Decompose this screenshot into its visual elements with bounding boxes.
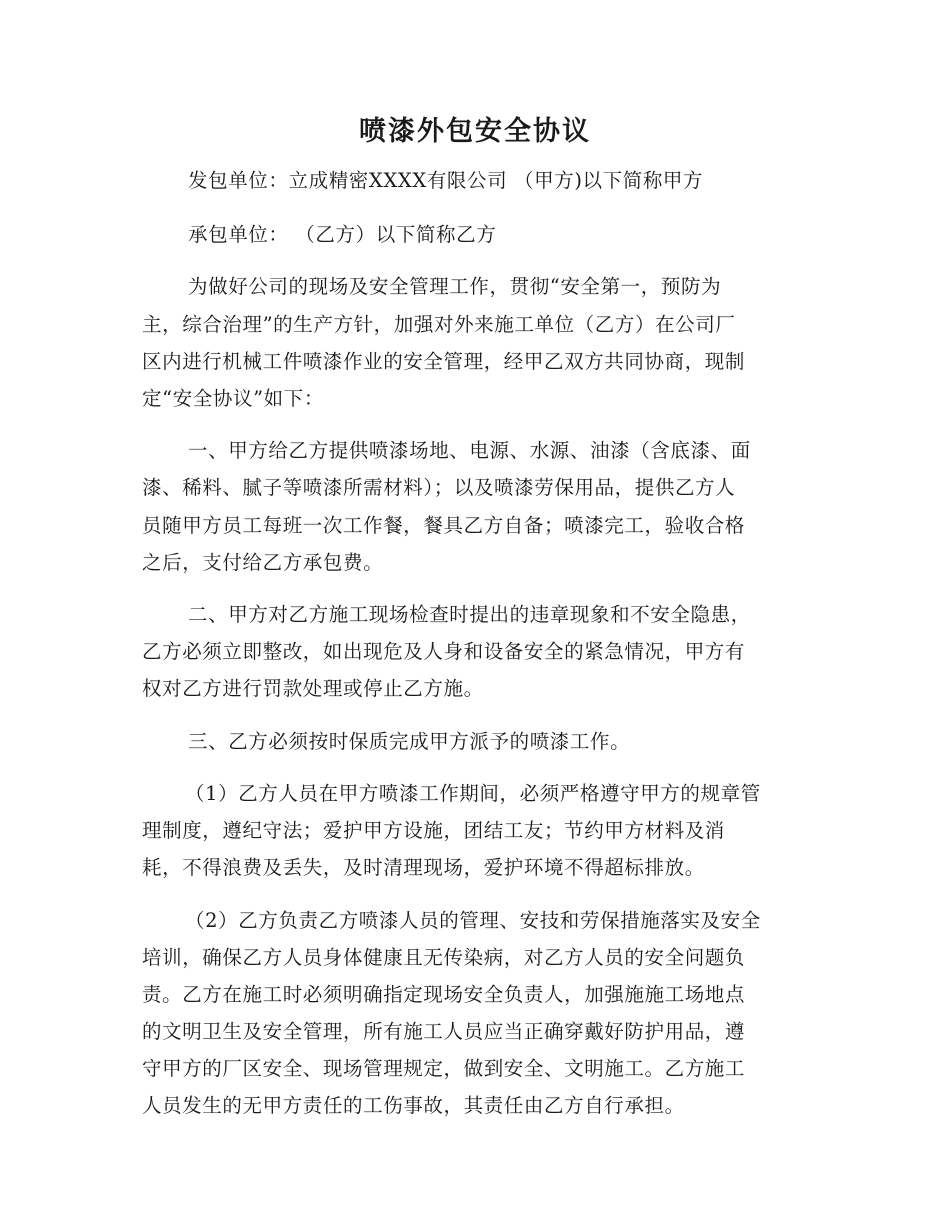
contractor-party-b-line: 承包单位： （乙方）以下简称乙方: [188, 223, 497, 246]
clause-3-item-1-line: （1）乙方人员在甲方喷漆工作期间，必须严格遵守甲方的规章管: [185, 782, 761, 805]
clause-2-line: 二、甲方对乙方施工现场检查时提出的违章现象和不安全隐患，: [188, 603, 751, 626]
clause-1-line: 员随甲方员工每班一次工作餐，餐具乙方自备；喷漆完工，验收合格: [142, 514, 746, 537]
intro-paragraph-line: 定“安全协议”如下：: [142, 387, 324, 410]
clause-1-line: 一、甲方给乙方提供喷漆场地、电源、水源、油漆（含底漆、面: [188, 439, 751, 462]
intro-paragraph-line: 为做好公司的现场及安全管理工作，贯彻“安全第一，预防为: [188, 275, 722, 298]
clause-3-line: 三、乙方必须按时保质完成甲方派予的喷漆工作。: [188, 730, 631, 753]
intro-paragraph-line: 区内进行机械工件喷漆作业的安全管理，经甲乙双方共同协商，现制: [142, 350, 746, 373]
clause-1-line: 漆、稀料、腻子等喷漆所需材料）；以及喷漆劳保用品，提供乙方人: [142, 476, 736, 499]
clause-2-line: 权对乙方进行罚款处理或停止乙方施。: [142, 677, 484, 700]
clause-3-item-1-line: 理制度，遵纪守法；爱护甲方设施，团结工友；节约甲方材料及消: [142, 819, 725, 842]
clause-3-item-2-line: 责。乙方在施工时必须明确指定现场安全负责人，加强施施工场地点: [142, 983, 746, 1006]
contractor-party-a-line: 发包单位：立成精密XXXX有限公司 （甲方)以下简称甲方: [188, 169, 704, 192]
clause-3-item-2-line: 守甲方的厂区安全、现场管理规定，做到安全、文明施工。乙方施工: [142, 1057, 746, 1080]
intro-paragraph-line: 主，综合治理”的生产方针，加强对外来施工单位（乙方）在公司厂: [142, 313, 736, 336]
clause-3-item-2-line: 培训，确保乙方人员身体健康且无传染病，对乙方人员的安全问题负: [142, 946, 746, 969]
clause-2-line: 乙方必须立即整改，如出现危及人身和设备安全的紧急情况，甲方有: [142, 640, 746, 663]
clause-3-item-1-line: 耗，不得浪费及丢失，及时清理现场，爱护环境不得超标排放。: [142, 856, 705, 879]
clause-3-item-2-line: 人员发生的无甲方责任的工伤事故，其责任由乙方自行承担。: [142, 1094, 685, 1117]
clause-1-line: 之后，支付给乙方承包费。: [142, 551, 384, 574]
document-title: 喷漆外包安全协议: [359, 116, 591, 147]
clause-3-item-2-line: 的文明卫生及安全管理，所有施工人员应当正确穿戴好防护用品，遵: [142, 1020, 746, 1043]
clause-3-item-2-line: （2）乙方负责乙方喷漆人员的管理、安技和劳保措施落实及安全: [185, 909, 761, 932]
